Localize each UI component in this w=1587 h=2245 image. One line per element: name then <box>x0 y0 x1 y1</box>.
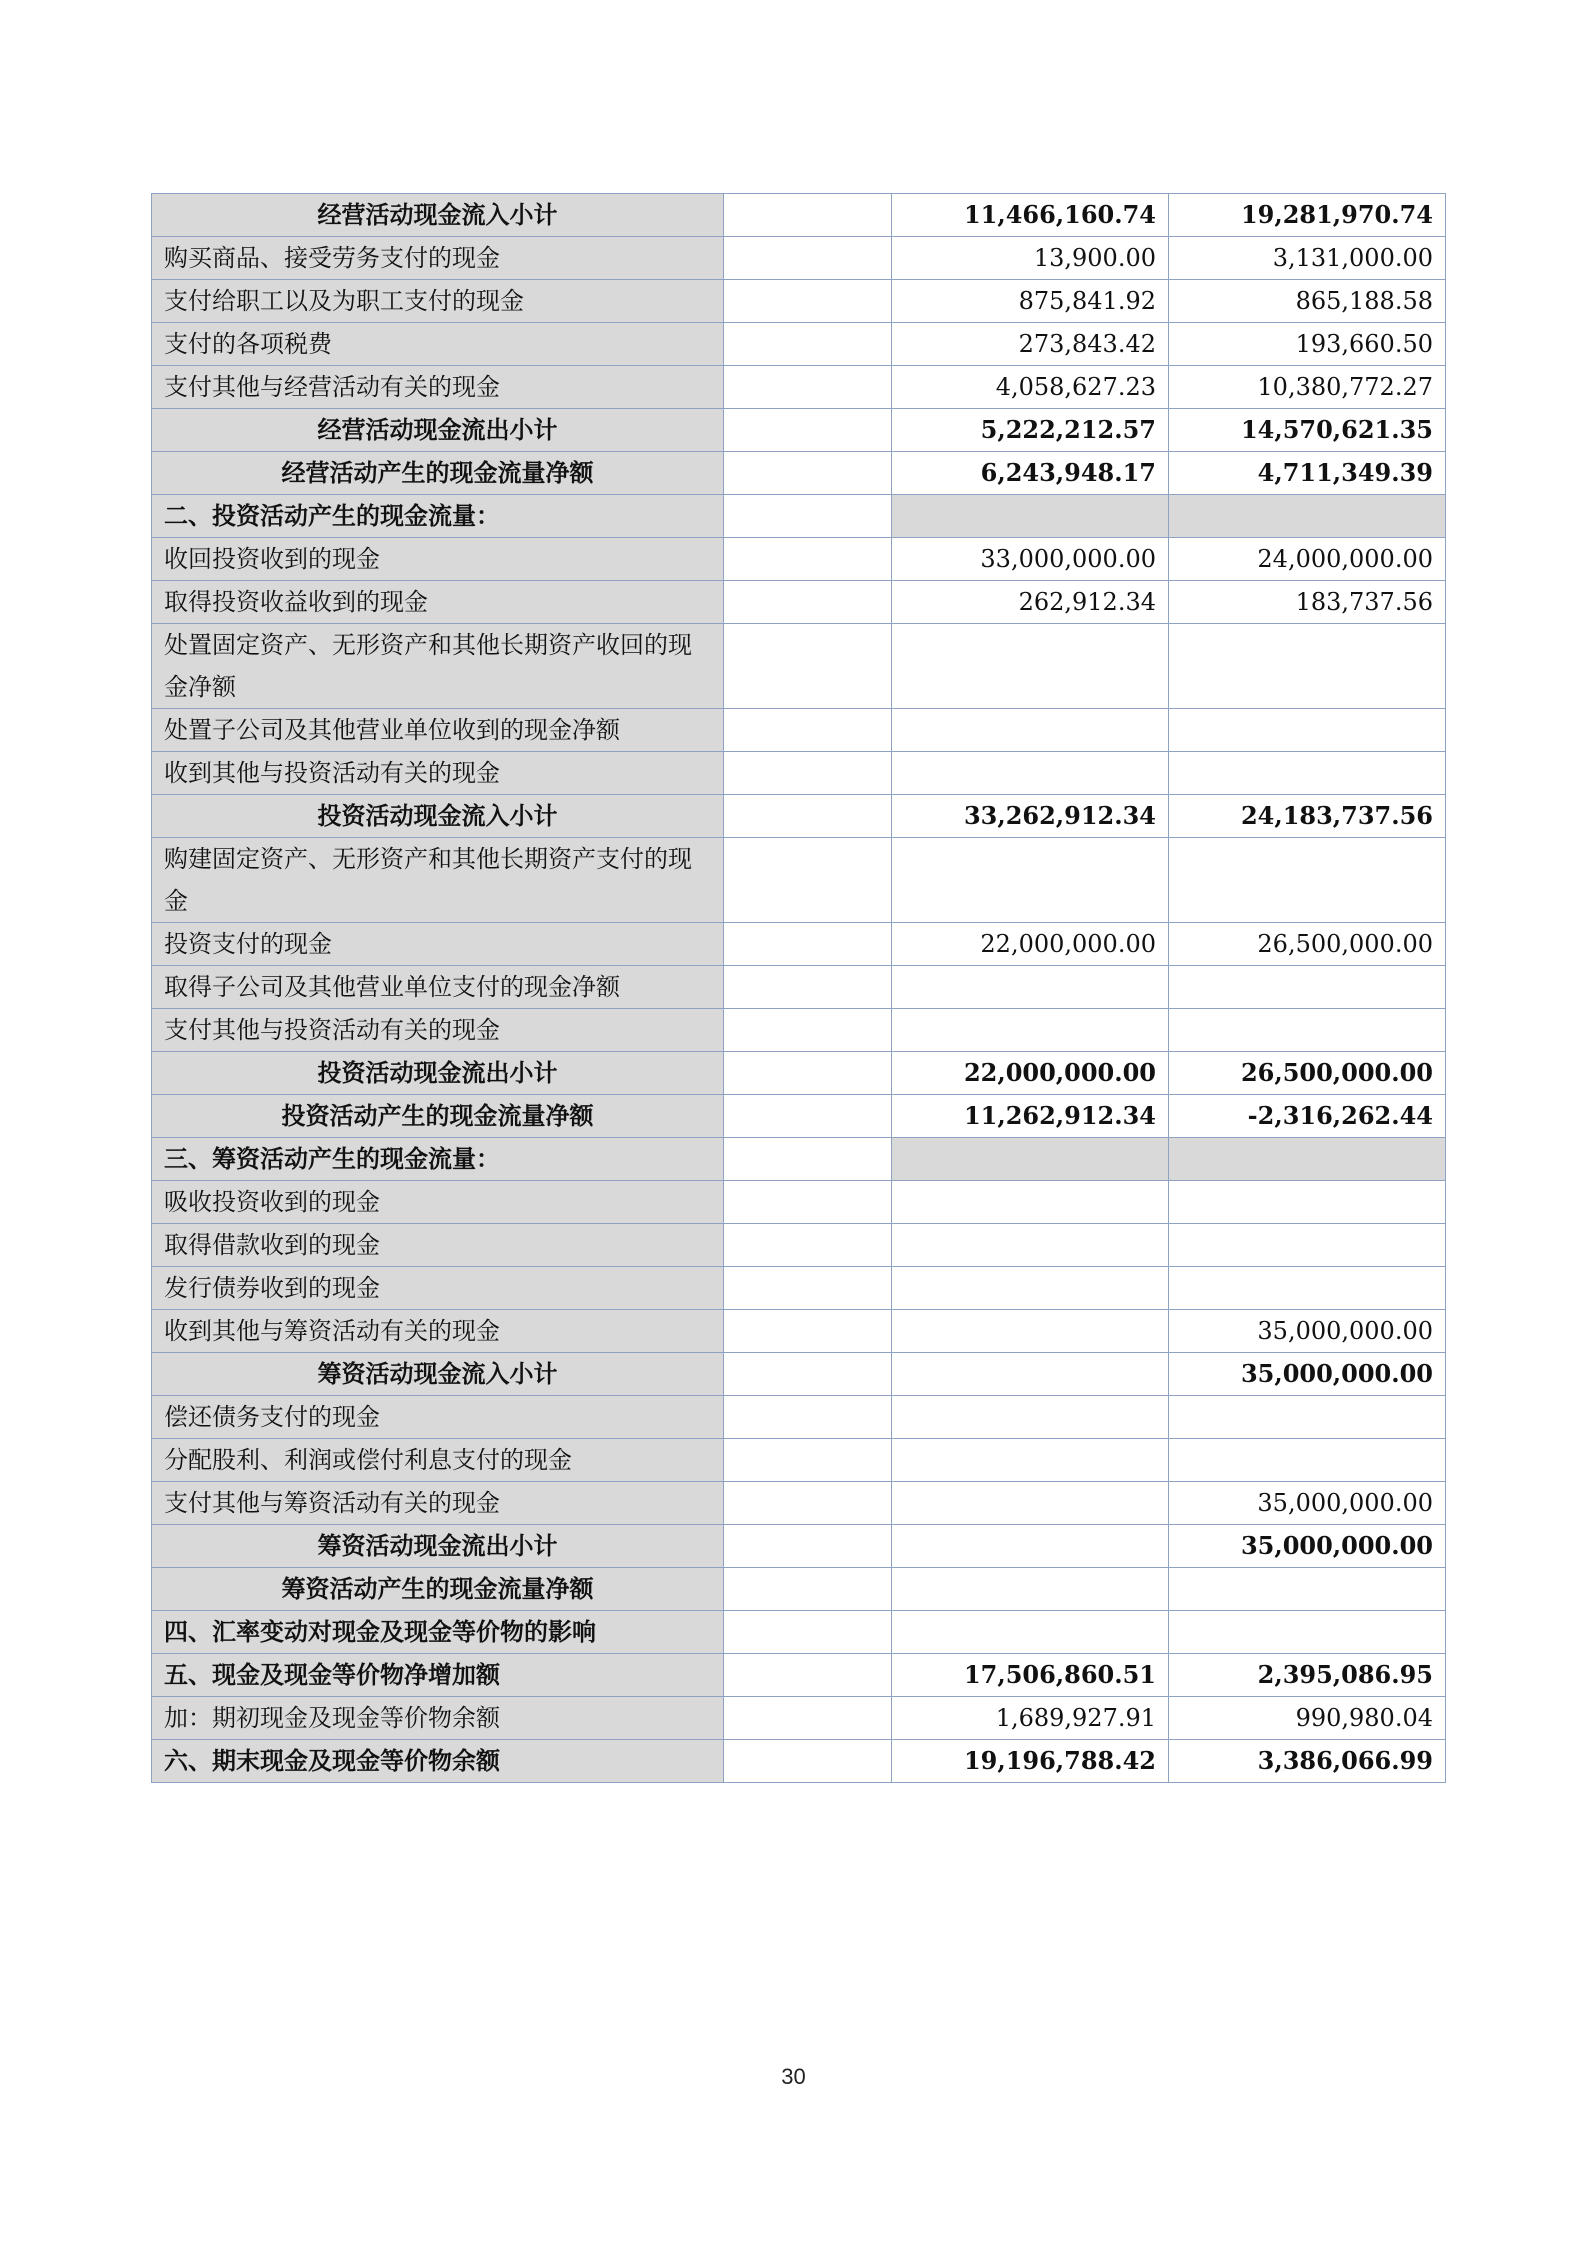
current-period-value: 22,000,000.00 <box>892 923 1169 966</box>
table-row <box>152 966 1446 1009</box>
previous-period-value: 183,737.56 <box>1169 581 1446 624</box>
previous-period-value <box>1169 1439 1446 1482</box>
row-label: 四、汇率变动对现金及现金等价物的影响 <box>152 1611 724 1654</box>
table-row <box>152 1654 1446 1697</box>
row-label: 支付其他与投资活动有关的现金 <box>152 1009 724 1052</box>
note-cell <box>724 323 892 366</box>
table-row <box>152 1611 1446 1654</box>
previous-period-value <box>1169 966 1446 1009</box>
note-cell <box>724 1525 892 1568</box>
row-label: 收回投资收到的现金 <box>152 538 724 581</box>
row-label: 支付其他与筹资活动有关的现金 <box>152 1482 724 1525</box>
current-period-value <box>892 1482 1169 1525</box>
current-period-value <box>892 838 1169 923</box>
previous-period-value <box>1169 1396 1446 1439</box>
table-row <box>152 280 1446 323</box>
note-cell <box>724 1224 892 1267</box>
note-cell <box>724 1353 892 1396</box>
current-period-value: 11,262,912.34 <box>892 1095 1169 1138</box>
previous-period-value: 3,131,000.00 <box>1169 237 1446 280</box>
row-label: 收到其他与投资活动有关的现金 <box>152 752 724 795</box>
row-label: 收到其他与筹资活动有关的现金 <box>152 1310 724 1353</box>
row-label: 投资活动现金流出小计 <box>152 1052 724 1095</box>
current-period-value: 5,222,212.57 <box>892 409 1169 452</box>
note-cell <box>724 1310 892 1353</box>
previous-period-value <box>1169 1267 1446 1310</box>
note-cell <box>724 1267 892 1310</box>
current-period-value <box>892 1439 1169 1482</box>
table-row <box>152 1138 1446 1181</box>
table-row <box>152 1095 1446 1138</box>
row-label: 经营活动现金流出小计 <box>152 409 724 452</box>
note-cell <box>724 409 892 452</box>
table-row <box>152 194 1446 237</box>
row-label: 投资活动产生的现金流量净额 <box>152 1095 724 1138</box>
previous-period-value: 35,000,000.00 <box>1169 1310 1446 1353</box>
previous-period-value <box>1169 1181 1446 1224</box>
previous-period-value <box>1169 624 1446 709</box>
current-period-value: 11,466,160.74 <box>892 194 1169 237</box>
current-period-value <box>892 624 1169 709</box>
previous-period-value: 865,188.58 <box>1169 280 1446 323</box>
table-row <box>152 1267 1446 1310</box>
previous-period-value: -2,316,262.44 <box>1169 1095 1446 1138</box>
previous-period-value <box>1169 1568 1446 1611</box>
row-label: 支付其他与经营活动有关的现金 <box>152 366 724 409</box>
note-cell <box>724 1009 892 1052</box>
row-label: 支付给职工以及为职工支付的现金 <box>152 280 724 323</box>
current-period-value <box>892 1224 1169 1267</box>
table-row <box>152 709 1446 752</box>
table-row <box>152 1181 1446 1224</box>
current-period-value <box>892 752 1169 795</box>
note-cell <box>724 1396 892 1439</box>
note-cell <box>724 366 892 409</box>
note-cell <box>724 1052 892 1095</box>
table-row <box>152 1310 1446 1353</box>
previous-period-value: 3,386,066.99 <box>1169 1740 1446 1783</box>
previous-period-value <box>1169 838 1446 923</box>
row-label: 筹资活动产生的现金流量净额 <box>152 1568 724 1611</box>
table-row <box>152 323 1446 366</box>
page-number: 30 <box>781 2064 806 2089</box>
note-cell <box>724 709 892 752</box>
current-period-value <box>892 1310 1169 1353</box>
table-row <box>152 1052 1446 1095</box>
note-cell <box>724 538 892 581</box>
current-period-value: 33,262,912.34 <box>892 795 1169 838</box>
note-cell <box>724 1181 892 1224</box>
row-label: 发行债券收到的现金 <box>152 1267 724 1310</box>
previous-period-value: 4,711,349.39 <box>1169 452 1446 495</box>
note-cell <box>724 1740 892 1783</box>
note-cell <box>724 795 892 838</box>
note-cell <box>724 1482 892 1525</box>
table-row <box>152 237 1446 280</box>
current-period-value <box>892 1525 1169 1568</box>
previous-period-value: 26,500,000.00 <box>1169 1052 1446 1095</box>
previous-period-value <box>1169 752 1446 795</box>
row-label: 三、筹资活动产生的现金流量： <box>152 1138 724 1181</box>
current-period-value <box>892 495 1169 538</box>
table-row <box>152 1439 1446 1482</box>
previous-period-value: 2,395,086.95 <box>1169 1654 1446 1697</box>
table-row <box>152 495 1446 538</box>
table-row <box>152 1224 1446 1267</box>
note-cell <box>724 966 892 1009</box>
note-cell <box>724 1439 892 1482</box>
row-label: 购建固定资产、无形资产和其他长期资产支付的现金 <box>152 838 724 923</box>
cash-flow-table-body <box>152 194 1446 1783</box>
row-label: 取得借款收到的现金 <box>152 1224 724 1267</box>
current-period-value <box>892 1396 1169 1439</box>
note-cell <box>724 923 892 966</box>
previous-period-value: 35,000,000.00 <box>1169 1525 1446 1568</box>
previous-period-value <box>1169 1138 1446 1181</box>
previous-period-value: 35,000,000.00 <box>1169 1482 1446 1525</box>
previous-period-value: 19,281,970.74 <box>1169 194 1446 237</box>
previous-period-value <box>1169 1224 1446 1267</box>
row-label: 加：期初现金及现金等价物余额 <box>152 1697 724 1740</box>
row-label: 处置固定资产、无形资产和其他长期资产收回的现金净额 <box>152 624 724 709</box>
row-label: 经营活动产生的现金流量净额 <box>152 452 724 495</box>
note-cell <box>724 1095 892 1138</box>
current-period-value <box>892 1353 1169 1396</box>
table-row <box>152 452 1446 495</box>
note-cell <box>724 194 892 237</box>
current-period-value <box>892 1138 1169 1181</box>
current-period-value <box>892 709 1169 752</box>
current-period-value <box>892 1611 1169 1654</box>
previous-period-value: 26,500,000.00 <box>1169 923 1446 966</box>
note-cell <box>724 1611 892 1654</box>
row-label: 分配股利、利润或偿付利息支付的现金 <box>152 1439 724 1482</box>
previous-period-value: 193,660.50 <box>1169 323 1446 366</box>
row-label: 取得子公司及其他营业单位支付的现金净额 <box>152 966 724 1009</box>
previous-period-value <box>1169 495 1446 538</box>
current-period-value: 19,196,788.42 <box>892 1740 1169 1783</box>
note-cell <box>724 452 892 495</box>
current-period-value: 33,000,000.00 <box>892 538 1169 581</box>
current-period-value: 262,912.34 <box>892 581 1169 624</box>
note-cell <box>724 280 892 323</box>
row-label: 五、现金及现金等价物净增加额 <box>152 1654 724 1697</box>
row-label: 购买商品、接受劳务支付的现金 <box>152 237 724 280</box>
current-period-value <box>892 1568 1169 1611</box>
current-period-value: 4,058,627.23 <box>892 366 1169 409</box>
table-row <box>152 1525 1446 1568</box>
row-label: 经营活动现金流入小计 <box>152 194 724 237</box>
table-row <box>152 795 1446 838</box>
table-row <box>152 1009 1446 1052</box>
note-cell <box>724 624 892 709</box>
previous-period-value: 10,380,772.27 <box>1169 366 1446 409</box>
table-row <box>152 538 1446 581</box>
current-period-value: 273,843.42 <box>892 323 1169 366</box>
current-period-value: 1,689,927.91 <box>892 1697 1169 1740</box>
row-label: 吸收投资收到的现金 <box>152 1181 724 1224</box>
table-row <box>152 1353 1446 1396</box>
current-period-value: 22,000,000.00 <box>892 1052 1169 1095</box>
previous-period-value: 24,000,000.00 <box>1169 538 1446 581</box>
note-cell <box>724 495 892 538</box>
note-cell <box>724 581 892 624</box>
table-row <box>152 1482 1446 1525</box>
table-row <box>152 624 1446 709</box>
note-cell <box>724 1654 892 1697</box>
note-cell <box>724 237 892 280</box>
table-row <box>152 1740 1446 1783</box>
previous-period-value: 990,980.04 <box>1169 1697 1446 1740</box>
current-period-value <box>892 1267 1169 1310</box>
previous-period-value: 14,570,621.35 <box>1169 409 1446 452</box>
row-label: 二、投资活动产生的现金流量： <box>152 495 724 538</box>
current-period-value: 13,900.00 <box>892 237 1169 280</box>
row-label: 投资支付的现金 <box>152 923 724 966</box>
cash-flow-table <box>151 193 1446 1783</box>
note-cell <box>724 1568 892 1611</box>
table-row <box>152 752 1446 795</box>
row-label: 筹资活动现金流出小计 <box>152 1525 724 1568</box>
row-label: 支付的各项税费 <box>152 323 724 366</box>
note-cell <box>724 752 892 795</box>
note-cell <box>724 1697 892 1740</box>
current-period-value: 17,506,860.51 <box>892 1654 1169 1697</box>
table-row <box>152 366 1446 409</box>
row-label: 处置子公司及其他营业单位收到的现金净额 <box>152 709 724 752</box>
previous-period-value <box>1169 1611 1446 1654</box>
table-row <box>152 1697 1446 1740</box>
table-row <box>152 923 1446 966</box>
previous-period-value <box>1169 1009 1446 1052</box>
note-cell <box>724 838 892 923</box>
current-period-value: 6,243,948.17 <box>892 452 1169 495</box>
row-label: 取得投资收益收到的现金 <box>152 581 724 624</box>
previous-period-value: 35,000,000.00 <box>1169 1353 1446 1396</box>
current-period-value <box>892 966 1169 1009</box>
row-label: 偿还债务支付的现金 <box>152 1396 724 1439</box>
row-label: 六、期末现金及现金等价物余额 <box>152 1740 724 1783</box>
table-row <box>152 581 1446 624</box>
current-period-value <box>892 1009 1169 1052</box>
table-row <box>152 838 1446 923</box>
row-label: 筹资活动现金流入小计 <box>152 1353 724 1396</box>
previous-period-value: 24,183,737.56 <box>1169 795 1446 838</box>
previous-period-value <box>1169 709 1446 752</box>
note-cell <box>724 1138 892 1181</box>
table-row <box>152 1396 1446 1439</box>
row-label: 投资活动现金流入小计 <box>152 795 724 838</box>
current-period-value <box>892 1181 1169 1224</box>
current-period-value: 875,841.92 <box>892 280 1169 323</box>
table-row <box>152 409 1446 452</box>
table-row <box>152 1568 1446 1611</box>
